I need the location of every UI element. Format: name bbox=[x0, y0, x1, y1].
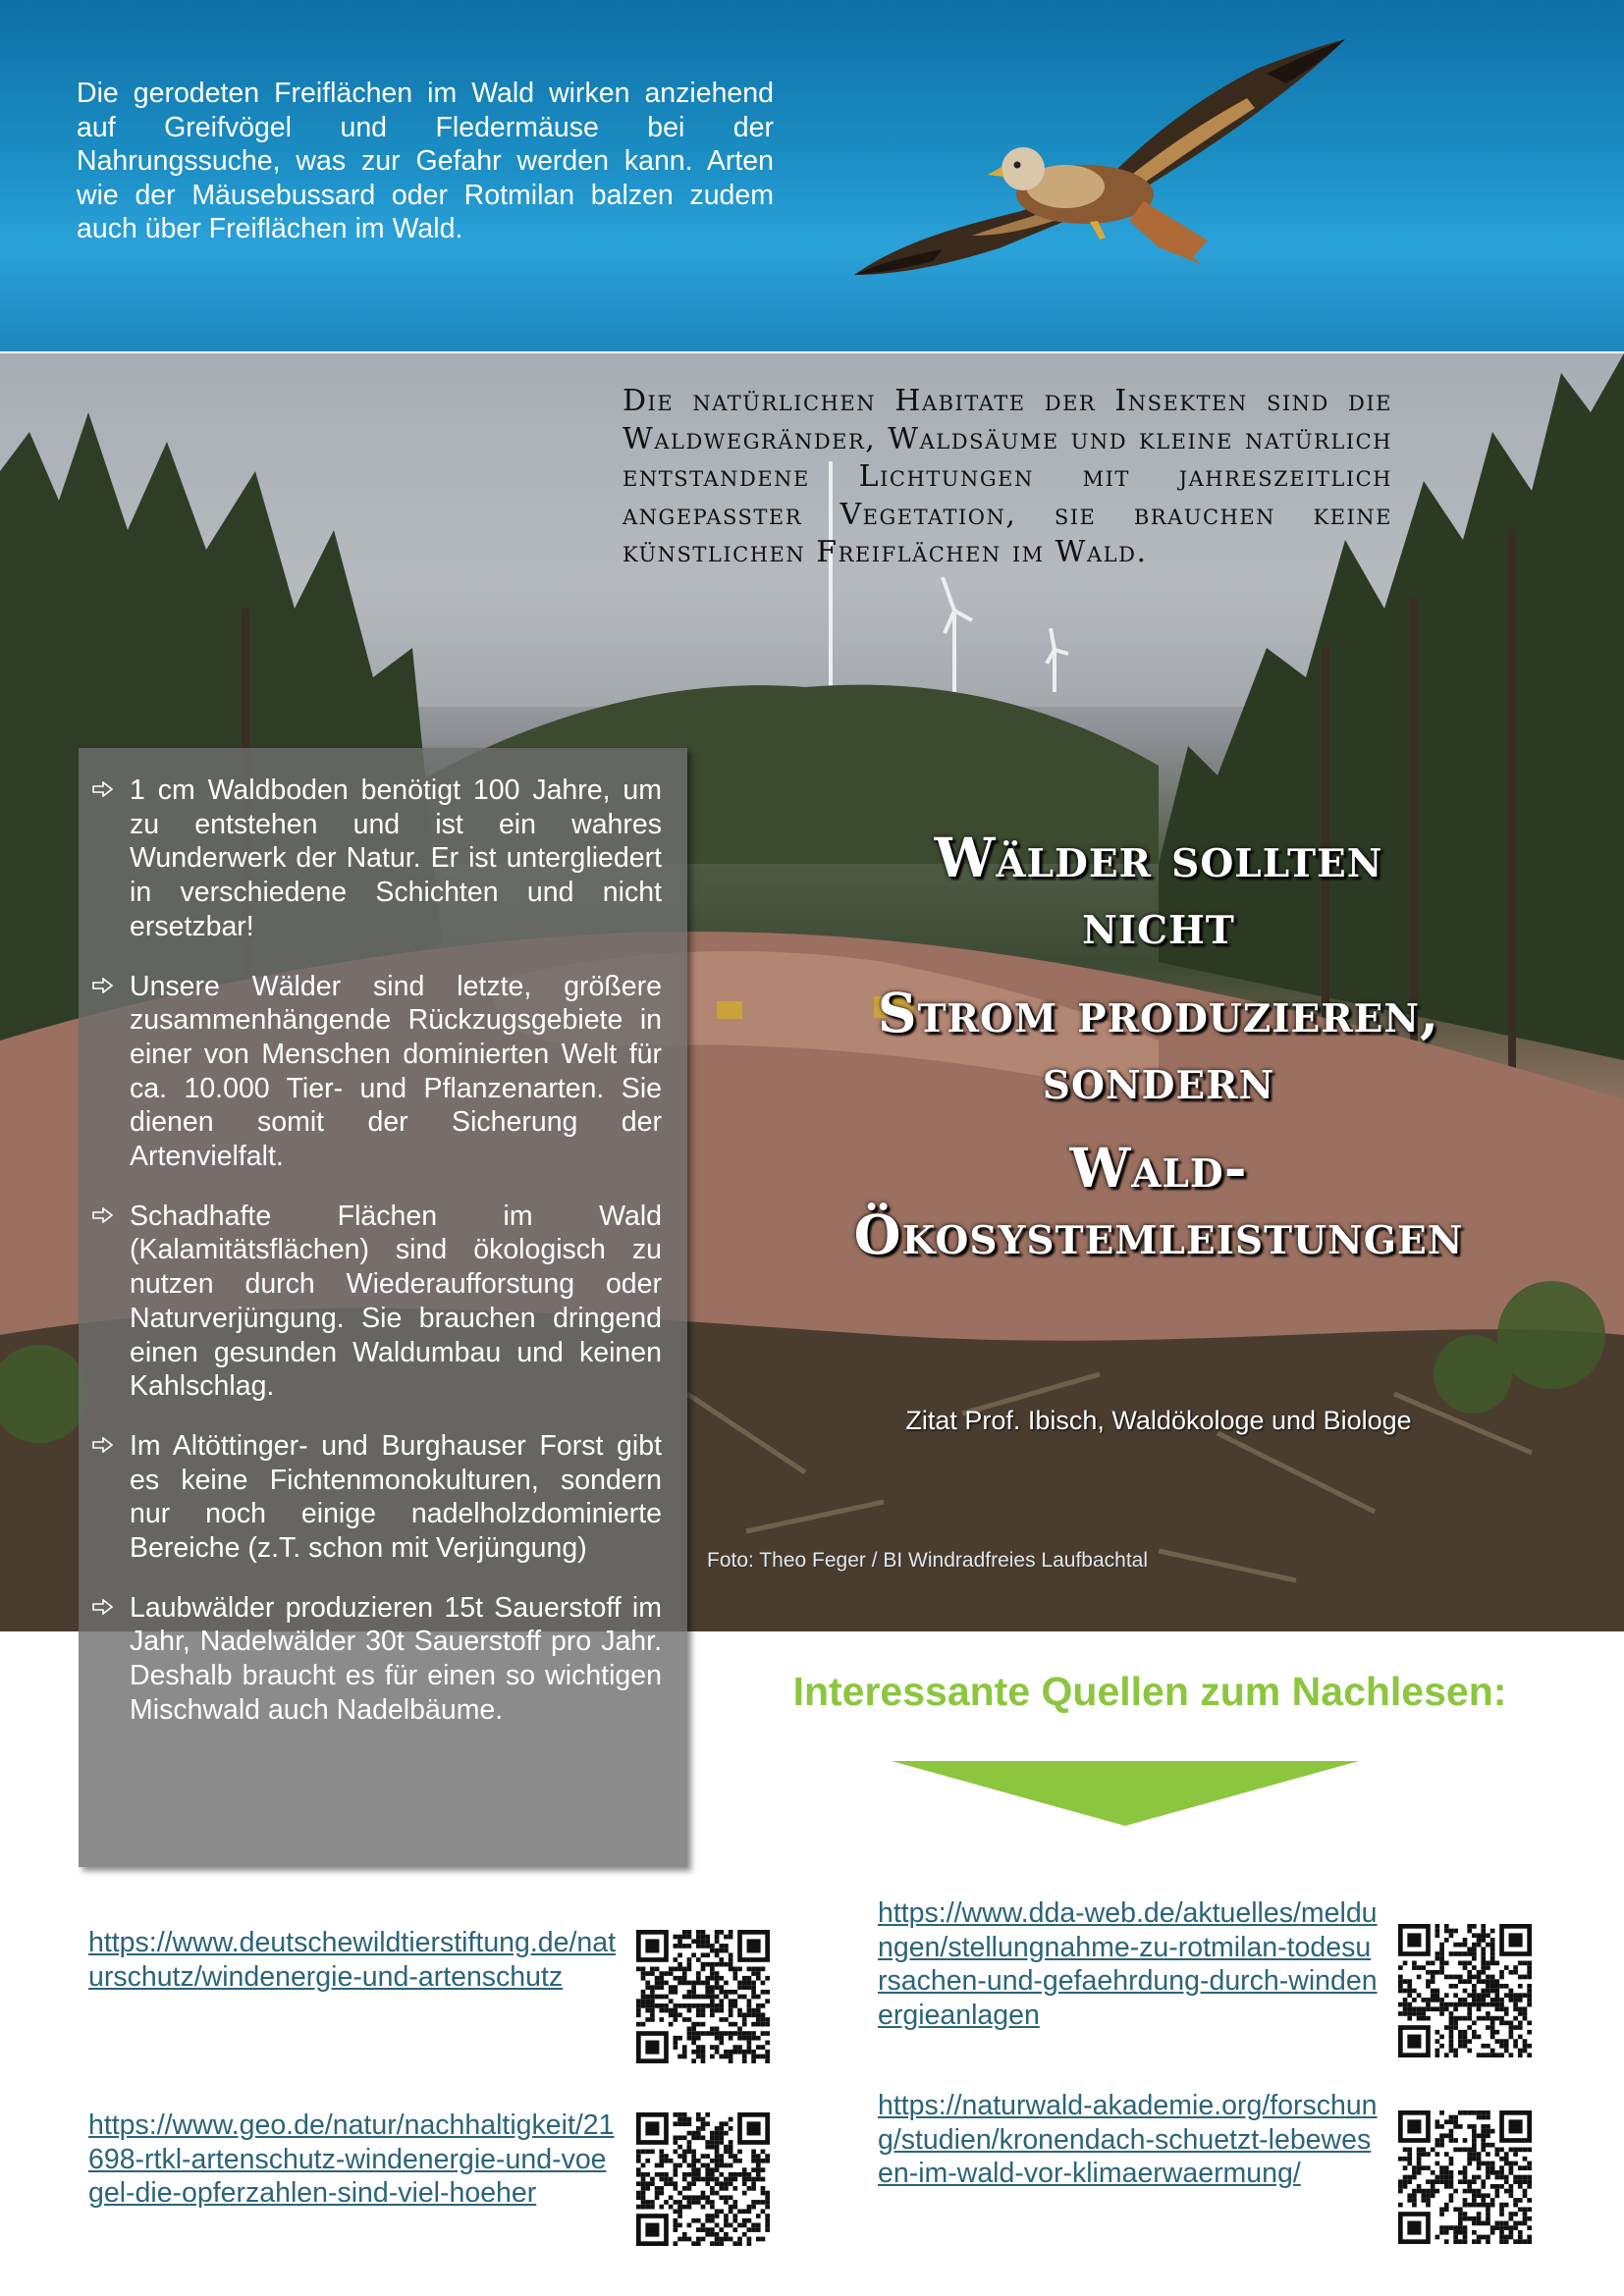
fact-item: Unsere Wälder sind letzte, größere zusammenhängende Rückzugsgebiete in einer von Menschen dominierten Welt für ca. 10.000 Tier- und Pflanzenarten. Sie dienen somit der Sicherung der Artenvielfalt. bbox=[130, 970, 662, 1174]
quote-line-1: Wälder sollten bbox=[934, 826, 1383, 889]
qr-code-icon bbox=[636, 2112, 770, 2246]
facts-box bbox=[79, 748, 687, 1867]
quote-line-6: Ökosystemleistungen bbox=[853, 1202, 1464, 1266]
arrow-right-icon bbox=[92, 1437, 114, 1453]
quote-line-2: nicht bbox=[1082, 892, 1235, 956]
arrow-right-icon bbox=[92, 781, 114, 797]
fact-item: Laubwälder produzieren 15t Sauerstoff im Jahr, Nadelwälder 30t Sauerstoff pro Jahr. Deshalb braucht es für einen so wichtigen Mischwald auch Nadelbäume. bbox=[130, 1591, 662, 1728]
fact-item: 1 cm Waldboden benötigt 100 Jahre, um zu entstehen und ist ein wahres Wunderwerk der Natur. Er ist untergliedert in verschiedene Schichten und nicht ersetzbar! bbox=[130, 774, 662, 944]
fact-item: Schadhafte Flächen im Wald (Kalamitätsflächen) sind ökologisch zu nutzen durch Wiederaufforstung oder Naturverjüngung. Sie brauchen dringend einen gesunden Waldumbau und keinen Kahlschlag. bbox=[130, 1200, 662, 1404]
quote-headline bbox=[727, 825, 1591, 1268]
qr-code-icon bbox=[636, 1930, 770, 2063]
source-link-wildtierstiftung[interactable]: https://www.deutschewildtierstiftung.de/naturschutz/windenergie-und-artenschutz bbox=[88, 1927, 617, 1993]
source-link-dda[interactable]: https://www.dda-web.de/aktuelles/meldungen/stellungnahme-zu-rotmilan-todesursachen-und-gefaehrdung-durch-windenergieanlagen bbox=[878, 1897, 1378, 2032]
arrow-right-icon bbox=[92, 1207, 114, 1223]
arrow-down-icon bbox=[892, 1761, 1359, 1826]
source-link-naturwald[interactable]: https://naturwald-akademie.org/forschung/studien/kronendach-schuetzt-lebewesen-im-wald-vor-klimaerwaermung/ bbox=[878, 2090, 1378, 2190]
facts-list bbox=[79, 748, 687, 1728]
quote-citation: Zitat Prof. Ibisch, Waldökologe und Biologe bbox=[905, 1406, 1412, 1435]
sources-heading: Interessante Quellen zum Nachlesen: bbox=[792, 1669, 1507, 1714]
source-link-geo[interactable]: https://www.geo.de/natur/nachhaltigkeit/21698-rtkl-artenschutz-windenergie-und-voegel-die-opferzahlen-sind-viel-hoeher bbox=[88, 2109, 615, 2210]
fact-item: Im Altöttinger- und Burghauser Forst gibt es keine Fichtenmonokulturen, sondern nur noch einige nadelholzdominierte Bereiche (z.T. schon mit Verjüngung) bbox=[130, 1429, 662, 1566]
banner-text: Die gerodeten Freiflächen im Wald wirken anziehend auf Greifvögel und Fledermäuse bei der Nahrungssuche, was zur Gefahr werden kann. Arten wie der Mäusebussard oder Rotmilan balzen zudem auch über Freiflächen im Wald. bbox=[77, 78, 774, 244]
arrow-right-icon bbox=[92, 978, 114, 993]
photo-credit: Foto: Theo Feger / BI Windradfreies Laufbachtal bbox=[707, 1549, 1149, 1572]
quote-line-5: Wald- bbox=[1069, 1136, 1248, 1200]
qr-code-icon bbox=[1398, 1924, 1532, 2057]
qr-code-icon bbox=[1398, 2110, 1532, 2244]
quote-line-3: Strom produzieren, bbox=[877, 981, 1440, 1044]
habitat-text: Die natürlichen Habitate der Insekten sind die Waldwegränder, Waldsäume und kleine natürlich entstandene Lichtungen mit jahreszeitlich angepasster Vegetation, sie brauchen keine künstlichen Freiflächen im Wald. bbox=[623, 384, 1392, 569]
quote-line-4: sondern bbox=[1042, 1047, 1275, 1111]
top-banner bbox=[0, 0, 1624, 351]
red-kite-image bbox=[815, 29, 1365, 344]
arrow-right-icon bbox=[92, 1599, 114, 1615]
